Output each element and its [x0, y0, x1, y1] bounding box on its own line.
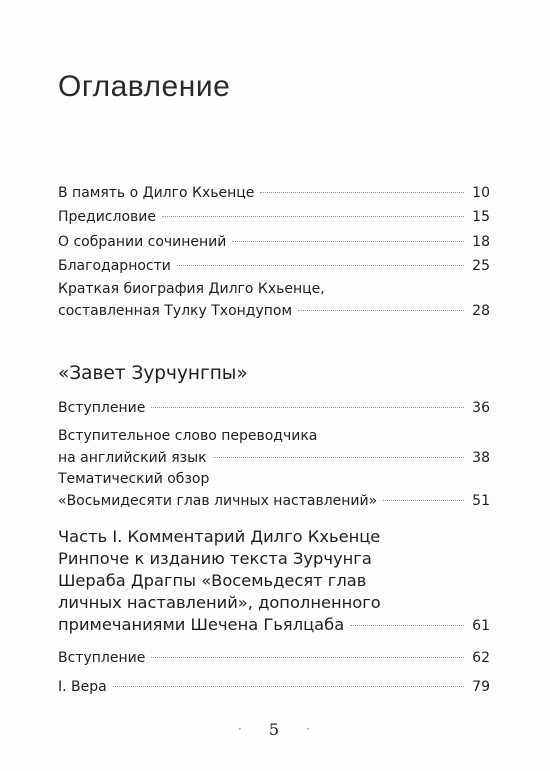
entry-title-line1: Вступительное слово переводчика	[58, 428, 318, 444]
dot-leader	[350, 625, 464, 626]
footer-separator: ·	[306, 722, 311, 736]
entry-title: Вступление	[58, 400, 146, 416]
entry-page: 62	[472, 650, 490, 666]
dot-leader	[113, 686, 464, 687]
toc-entry[interactable]	[58, 397, 490, 419]
entry-title: Благодарности	[58, 258, 171, 274]
dot-leader	[383, 500, 464, 501]
dot-leader	[213, 457, 465, 458]
entry-page: 61	[472, 618, 490, 634]
entry-title: «Восьмидесяти глав личных наставлений»	[58, 493, 378, 509]
part-line: Ринпоче к изданию текста Зурчунга	[58, 549, 372, 568]
entry-page: 36	[472, 400, 490, 416]
part-heading-entry[interactable]	[58, 526, 490, 637]
toc-entry[interactable]	[58, 278, 490, 322]
page-footer	[58, 720, 490, 739]
toc-entry[interactable]	[58, 468, 490, 512]
entry-page: 51	[472, 493, 490, 509]
entry-title: I. Вера	[58, 679, 107, 695]
dot-leader	[177, 265, 464, 266]
entry-title-line1: Тематический обзор	[58, 471, 210, 487]
dot-leader	[162, 216, 464, 217]
entry-title: Вступление	[58, 650, 146, 666]
part-line: Часть I. Комментарий Дилго Кхьенце	[58, 527, 381, 546]
entry-title: составленная Тулку Тхондупом	[58, 303, 293, 319]
dot-leader	[298, 310, 464, 311]
page-number: 5	[268, 720, 280, 739]
entry-page: 79	[472, 679, 490, 695]
toc-entry[interactable]	[58, 676, 490, 698]
entry-page: 28	[472, 303, 490, 319]
dot-leader	[151, 657, 464, 658]
entry-title: Предисловие	[58, 209, 156, 225]
entry-page: 15	[472, 209, 490, 225]
entry-page: 10	[472, 185, 490, 201]
entry-title: В память о Дилго Кхьенце	[58, 185, 255, 201]
toc-entry[interactable]	[58, 425, 490, 469]
toc-entry[interactable]	[58, 255, 490, 277]
toc-entry[interactable]	[58, 206, 490, 228]
section-title: «Завет Зурчунгпы»	[58, 363, 248, 384]
part-line: личных наставлений», дополненного	[58, 593, 381, 612]
toc-entry[interactable]	[58, 182, 490, 204]
toc-entry[interactable]	[58, 231, 490, 253]
entry-title-line1: Краткая биография Дилго Кхьенце,	[58, 281, 325, 297]
toc-page	[58, 0, 490, 771]
entry-title: О собрании сочинений	[58, 234, 227, 250]
footer-separator: ·	[237, 722, 242, 736]
entry-title: на английский язык	[58, 450, 207, 466]
page-title: Оглавление	[58, 70, 231, 103]
entry-page: 25	[472, 258, 490, 274]
part-line: Шераба Драгпы «Восемьдесят глав	[58, 571, 367, 590]
entry-page: 38	[472, 450, 490, 466]
dot-leader	[151, 407, 464, 408]
toc-entry[interactable]	[58, 647, 490, 669]
entry-page: 18	[472, 234, 490, 250]
dot-leader	[260, 192, 464, 193]
part-line-last: примечаниями Шечена Гьялцаба	[58, 615, 345, 634]
dot-leader	[232, 241, 464, 242]
